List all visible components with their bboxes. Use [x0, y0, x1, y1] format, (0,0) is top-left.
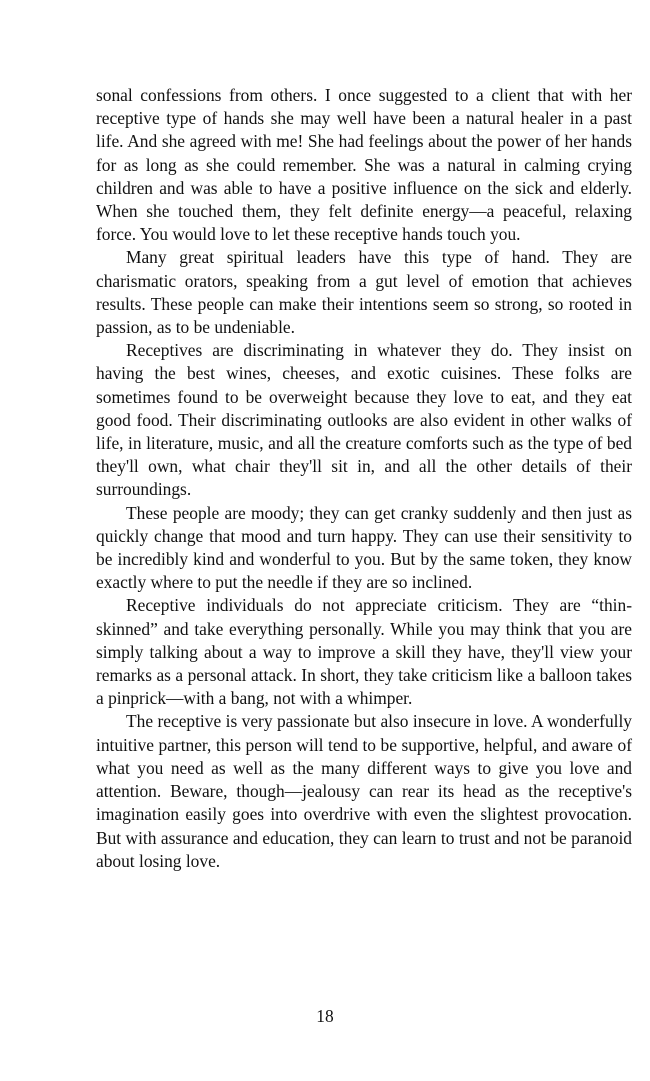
body-text	[96, 84, 632, 873]
paragraph: The receptive is very passionate but also insecure in love. A wonderfully intuitive partner, this person will tend to be supportive, helpful, and aware of what you need as well as the many different ways to give you love and attention. Beware, though—jealousy can rear its head as the receptive's imagination easily goes into overdrive with even the slightest provocation. But with assurance and education, they can learn to trust and not be paranoid about losing love.	[96, 711, 632, 871]
paragraph: These people are moody; they can get cranky suddenly and then just as quickly change that mood and turn happy. They can use their sensitivity to be incredibly kind and wonderful to you. But by the same token, they know exactly where to put the needle if they are so inclined.	[96, 502, 632, 593]
page-number: 18	[316, 1006, 334, 1026]
paragraph-continued: sonal confessions from others. I once suggested to a client that with her receptive type of hands she may well have been a natural healer in a past life. And she agreed with me! She had feelings about the power of her hands for as long as she could remember. She was a natural in calming crying children and was able to have a positive influence on the sick and elderly. When she touched them, they felt definite energy—a peaceful, relaxing force. You would love to let these receptive hands touch you.	[96, 85, 632, 245]
paragraph: Receptive individuals do not appreciate criticism. They are “thin-skinned” and take everything personally. While you may think that you are simply talking about a way to improve a skill they have, they'll view your remarks as a personal attack. In short, they take criticism like a balloon takes a pinprick—with a bang, not with a whimper.	[96, 595, 632, 709]
paragraph: Receptives are discriminating in whatever they do. They insist on having the best wines, cheeses, and exotic cuisines. These folks are sometimes found to be overweight because they love to eat, and they eat good food. Their discriminating outlooks are also evident in other walks of life, in literature, music, and all the creature comforts such as the type of bed they'll own, what chair they'll sit in, and all the other details of their surroundings.	[96, 340, 632, 500]
paragraph: Many great spiritual leaders have this type of hand. They are charismatic orators, speaking from a gut level of emotion that achieves results. These people can make their intentions seem so strong, so rooted in passion, as to be undeniable.	[96, 247, 632, 338]
